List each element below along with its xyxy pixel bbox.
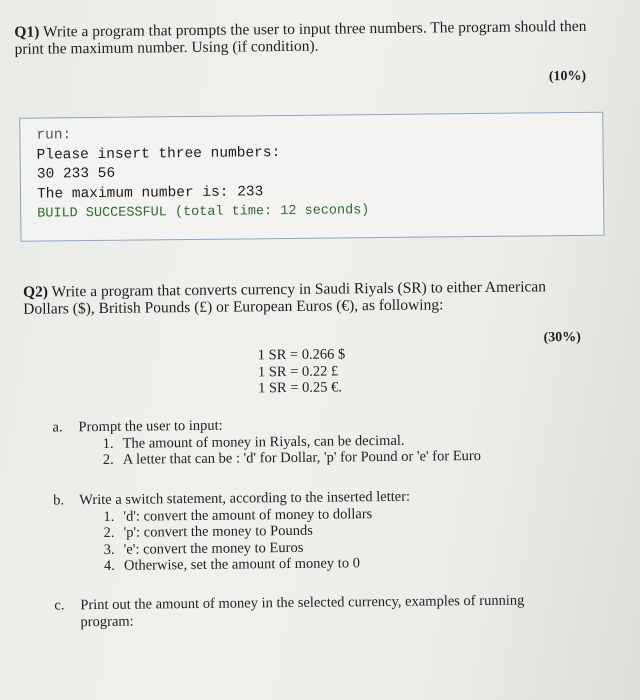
item-number: 2. bbox=[103, 524, 115, 541]
rate-line: 1 SR = 0.266 $ bbox=[257, 346, 346, 364]
item-text: 'p': convert the money to Pounds bbox=[123, 522, 313, 541]
question-2-body: Write a program that converts currency in Saudi Riyals (SR) to either American Dollars ($), British Pounds (£) or European Euros (€), as following: bbox=[23, 278, 547, 318]
question-1-body: Write a program that prompts the user to input three numbers. The program should then print the maximum number. Using (if condition). bbox=[14, 17, 587, 58]
console-output bbox=[36, 123, 369, 224]
console-line: The maximum number is: 233 bbox=[36, 183, 264, 203]
part-marker: a. bbox=[52, 419, 63, 436]
item-text: A letter that can be : 'd' for Dollar, 'p' for Pound or 'e' for Euro bbox=[122, 447, 482, 468]
item-text: 'd': convert the amount of money to dollars bbox=[123, 505, 373, 525]
part-b bbox=[53, 489, 411, 575]
console-line: 30 233 56 bbox=[36, 165, 116, 183]
question-1-points: (10%) bbox=[548, 68, 587, 85]
rate-line: 1 SR = 0.25 €. bbox=[257, 379, 343, 397]
console-line: Please insert three numbers: bbox=[36, 144, 281, 164]
question-2-points: (30%) bbox=[543, 329, 581, 346]
item-number: 2. bbox=[102, 451, 114, 468]
part-text: Prompt the user to input: bbox=[78, 417, 223, 436]
item-number: 3. bbox=[103, 541, 115, 558]
item-text: Otherwise, set the amount of money to 0 bbox=[123, 555, 360, 574]
part-marker: c. bbox=[54, 597, 65, 614]
console-line: BUILD SUCCESSFUL (total time: 12 seconds) bbox=[37, 203, 370, 222]
part-text: Write a switch statement, according to the inserted letter: bbox=[79, 488, 411, 509]
part-marker: b. bbox=[53, 492, 65, 509]
item-text: The amount of money in Riyals, can be decimal. bbox=[122, 432, 405, 452]
item-number: 4. bbox=[103, 557, 115, 574]
question-2-label: Q2) bbox=[22, 283, 49, 301]
part-text: Print out the amount of money in the selected currency, examples of running program: bbox=[80, 592, 525, 630]
rate-line: 1 SR = 0.22 £ bbox=[257, 362, 339, 380]
part-c bbox=[54, 592, 574, 630]
question-1-label: Q1) bbox=[14, 23, 40, 41]
exchange-rates bbox=[258, 346, 346, 396]
console-line: run: bbox=[36, 127, 72, 144]
console-output-box bbox=[19, 112, 604, 242]
question-2-text bbox=[23, 278, 583, 318]
question-1-text bbox=[14, 18, 604, 58]
part-a bbox=[52, 415, 481, 469]
item-number: 1. bbox=[103, 508, 115, 525]
item-number: 1. bbox=[102, 435, 114, 452]
item-text: 'e': convert the money to Euros bbox=[123, 539, 304, 558]
